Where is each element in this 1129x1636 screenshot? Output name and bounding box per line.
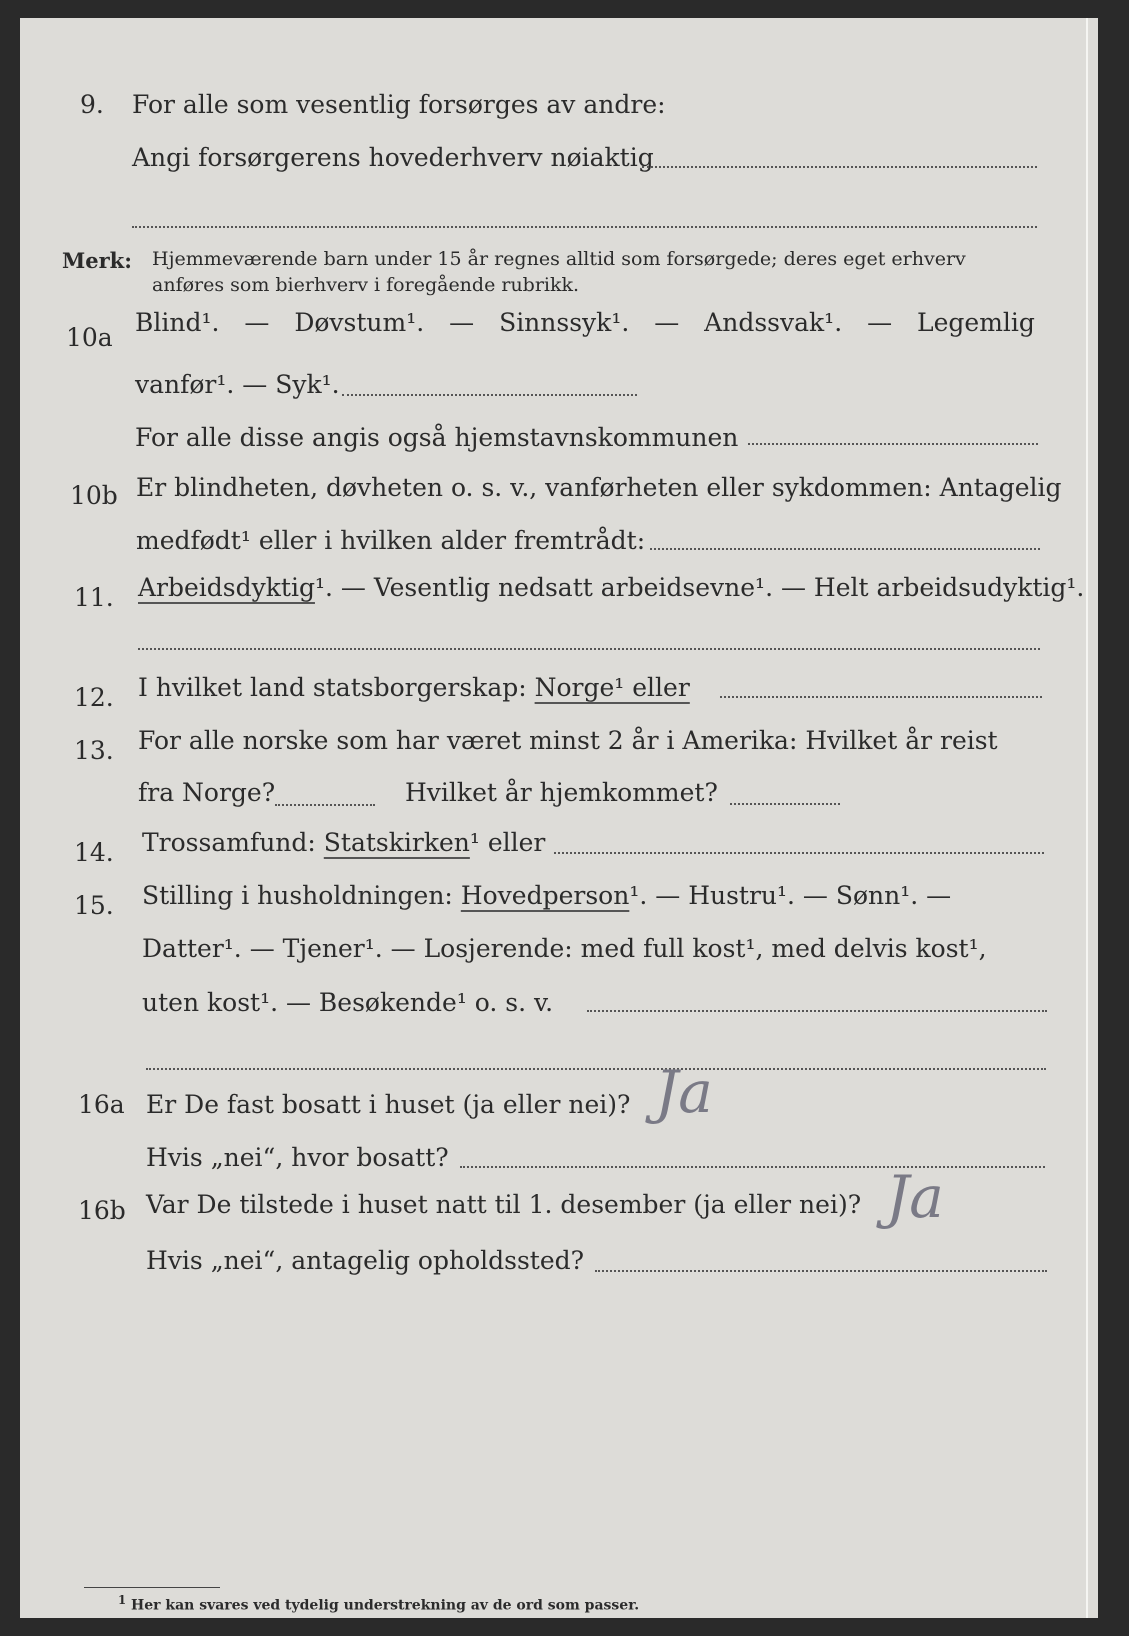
- q16b-handwritten-answer: Ja: [886, 1163, 944, 1231]
- q13-line2a: fra Norge?: [138, 778, 276, 807]
- q13-text: For alle norske som har været minst 2 år i Amerika: Hvilket år reist: [138, 726, 998, 755]
- q11-answer-line[interactable]: [138, 648, 1040, 650]
- q10a-hometown-line[interactable]: [748, 443, 1038, 445]
- q12-number: 12.: [74, 683, 114, 712]
- footnote-rule: [84, 1587, 220, 1588]
- q16b-text: Var De tilstede i huset natt til 1. desember (ja eller nei)?: [146, 1190, 862, 1219]
- q10a-answer-line[interactable]: [342, 394, 637, 396]
- q9-text: For alle som vesentlig forsørges av andre:: [132, 90, 666, 119]
- q14-text: Trossamfund: Statskirken¹ eller: [142, 828, 546, 857]
- q15-line3: uten kost¹. — Besøkende¹ o. s. v.: [142, 988, 554, 1017]
- census-form-page: [20, 18, 1098, 1618]
- q15-line2: Datter¹. — Tjener¹. — Losjerende: med full kost¹, med delvis kost¹,: [142, 934, 987, 963]
- q10a-text: Blind¹. — Døvstum¹. — Sinnssyk¹. — Andssvak¹. — Legemlig: [135, 308, 1035, 337]
- q10a-line2: vanfør¹. — Syk¹.: [135, 370, 340, 399]
- q10b-text: Er blindheten, døvheten o. s. v., vanførheten eller sykdommen: Antagelig: [136, 473, 1062, 502]
- q12-selected-option: Norge¹ eller: [534, 673, 690, 702]
- q10b-number: 10b: [70, 481, 118, 510]
- page-edge: [1086, 18, 1088, 1618]
- q16a-line2: Hvis „nei“, hvor bosatt?: [146, 1143, 449, 1172]
- q11-number: 11.: [74, 583, 114, 612]
- q10a-number: 10a: [66, 323, 113, 352]
- q11-selected-option: Arbeidsdyktig: [138, 573, 315, 602]
- q14-answer-line[interactable]: [554, 852, 1044, 854]
- merk-line2: anføres som bierhverv i foregående rubrikk.: [152, 274, 580, 296]
- q11-text: Arbeidsdyktig¹. — Vesentlig nedsatt arbeidsevne¹. — Helt arbeidsudyktig¹.: [138, 573, 1085, 602]
- q16a-handwritten-answer: Ja: [655, 1058, 713, 1126]
- q13-returned-line[interactable]: [730, 803, 840, 805]
- merk-line1: Hjemmeværende barn under 15 år regnes alltid som forsørgede; deres eget erhverv: [152, 248, 966, 270]
- q16a-number: 16a: [78, 1090, 125, 1119]
- q10a-line3: For alle disse angis også hjemstavnskommunen: [135, 423, 739, 452]
- q15-answer-line[interactable]: [587, 1010, 1047, 1012]
- q9-number: 9.: [80, 90, 104, 119]
- q16a-text: Er De fast bosatt i huset (ja eller nei)?: [146, 1090, 631, 1119]
- q13-left-line[interactable]: [275, 804, 375, 806]
- q9-answer-line-2[interactable]: [132, 226, 1037, 228]
- q14-number: 14.: [74, 838, 114, 867]
- q9-answer-line[interactable]: [642, 166, 1037, 168]
- q15-number: 15.: [74, 891, 114, 920]
- q16b-line2: Hvis „nei“, antagelig opholdssted?: [146, 1246, 585, 1275]
- q15-text: Stilling i husholdningen: Hovedperson¹. — Hustru¹. — Sønn¹. —: [142, 881, 952, 910]
- q15-answer-line-2[interactable]: [146, 1068, 1046, 1070]
- q14-selected-option: Statskirken: [323, 828, 470, 857]
- q16b-answer-line[interactable]: [595, 1270, 1047, 1272]
- q16b-number: 16b: [78, 1196, 126, 1225]
- q13-line2b: Hvilket år hjemkommet?: [405, 778, 718, 807]
- q12-answer-line[interactable]: [720, 696, 1042, 698]
- q12-text: I hvilket land statsborgerskap: Norge¹ eller: [138, 673, 690, 702]
- q16a-answer-line[interactable]: [460, 1166, 1045, 1168]
- merk-label: Merk:: [62, 248, 132, 273]
- q9-line2: Angi forsørgerens hovederhverv nøiaktig: [132, 143, 654, 172]
- q15-selected-option: Hovedperson: [460, 881, 630, 910]
- q10b-line2: medfødt¹ eller i hvilken alder fremtrådt:: [136, 526, 646, 555]
- footnote: $^1$ Her kan svares ved tydelig understrekning av de ord som passer.: [118, 1593, 640, 1614]
- q13-number: 13.: [74, 736, 114, 765]
- q10b-answer-line[interactable]: [650, 548, 1040, 550]
